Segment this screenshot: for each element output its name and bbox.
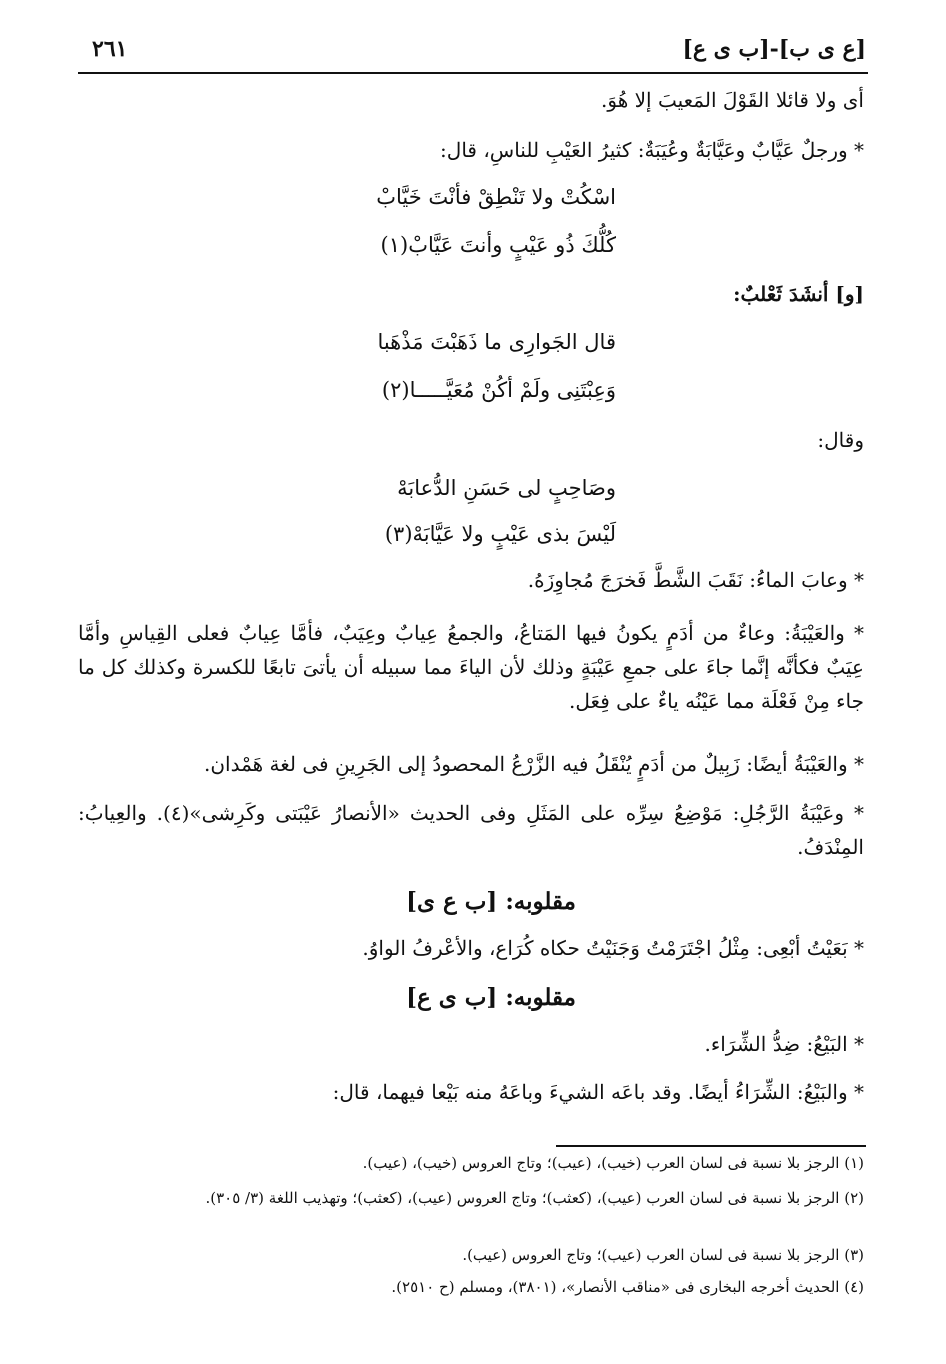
section-heading: مقلوبه: [ب ع ى] xyxy=(406,888,576,915)
verse-line: قال الجَوارِى ما ذَهَبْتَ مَذْهَبا xyxy=(377,330,616,354)
verse-line: وَعِبْتَنِى ولَمْ أكُنْ مُعَيَّـــــا(٢) xyxy=(381,378,616,402)
footnote-rule xyxy=(556,1145,866,1147)
verse-line: اسْكُتْ ولا تَنْطِقْ فأنْتَ خَيَّابْ xyxy=(376,185,616,209)
verse-line: كُلُّكَ ذُو عَيْبٍ وأنتَ عَيَّابْ(١) xyxy=(380,233,616,257)
entry-line: * بَعَيْتُ أبْعِى: مِثْلُ اجْتَرَمْتُ وَجَنَيْتُ حكاه كُرَاع، والأعْرفُ الواوُ. xyxy=(362,936,864,960)
text-line: [و] أنشَدَ ثَعْلبٌ: xyxy=(733,282,864,306)
text-line: أى ولا قائلا القَوْلَ المَعيبَ إلا هُوَ. xyxy=(601,88,864,112)
page-number: ٢٦١ xyxy=(92,36,128,62)
header-rule xyxy=(78,72,868,74)
entry-line: * والعَيْبَةُ أيضًا: زَبِيلٌ من أدَمٍ يُنْقَلُ فيه الزَّرْعُ المحصودُ إلى الجَرِينِ فى لغة هَمْدان. xyxy=(203,752,864,776)
verse-line: وصَاحِبٍ لى حَسَنِ الدُّعابَهْ xyxy=(397,476,616,500)
verse-line: لَيْسَ بذى عَيْبٍ ولا عَيَّابَهْ(٣) xyxy=(384,522,616,546)
entry-paragraph: * وعَيْبَةُ الرَّجُلِ: مَوْضِعُ سِرِّه على المَثَلِ وفى الحديث «الأنصارُ عَيْبَتى وكَرِشى»(٤). والعِيابُ: المِنْدَفُ. xyxy=(78,801,864,859)
footnote: (٤) الحديث أخرجه البخارى فى «مناقب الأنصار»، (٣٨٠١)، ومسلم (ح ٢٥١٠). xyxy=(391,1278,864,1296)
footnote: (٢) الرجز بلا نسبة فى لسان العرب (عيب)، (كعثب)؛ وتاج العروس (عيب)، (كعثب)؛ وتهذيب اللغة (٣/ ٣٠٥). xyxy=(205,1189,864,1207)
entry-line: * البَيْعُ: ضِدُّ الشِّرَاء. xyxy=(704,1032,864,1056)
section-heading: مقلوبه: [ب ى ع] xyxy=(406,984,576,1011)
footnote: (٣) الرجز بلا نسبة فى لسان العرب (عيب)؛ وتاج العروس (عيب). xyxy=(462,1246,864,1264)
running-header-title: [ع ى ب]-[ب ى ع] xyxy=(682,36,866,62)
entry-paragraph: * والعَيْبَةُ: وعاءٌ من أدَمٍ يكونُ فيها المَتاعُ، والجمعُ عِيابٌ وعِيَبٌ، فأمَّا عِيابٌ فعلى القِياسِ وأمَّا عِيَبٌ فكأنَّه إنَّما جاءَ على جمعِ عَيْبَةٍ وذلك لأن الياءَ مما سبيله أن يأتىَ تابعًا للكسرة وكذلك كل ما جاء مِنْ فَعْلَة مما عَيْنُه ياءٌ على فِعَل. xyxy=(78,621,864,713)
entry-line: * وعابَ الماءُ: نَقَبَ الشَّطَّ فَخرَجَ مُجاوِزَهُ. xyxy=(527,568,864,592)
entry-line: * ورجلٌ عَيَّابٌ وعَيَّابَةٌ وعُيَبَةٌ: كثيرُ العَيْبِ للناسِ، قال: xyxy=(440,138,864,162)
footnote: (١) الرجز بلا نسبة فى لسان العرب (خيب)، (عيب)؛ وتاج العروس (خيب)، (عيب). xyxy=(362,1154,864,1172)
text-line: وقال: xyxy=(817,428,864,452)
entry-line: * والبَيْعُ: الشِّرَاءُ أيضًا. وقد باعَه الشيءَ وباعَهُ منه بَيْعا فيهما، قال: xyxy=(332,1080,864,1104)
